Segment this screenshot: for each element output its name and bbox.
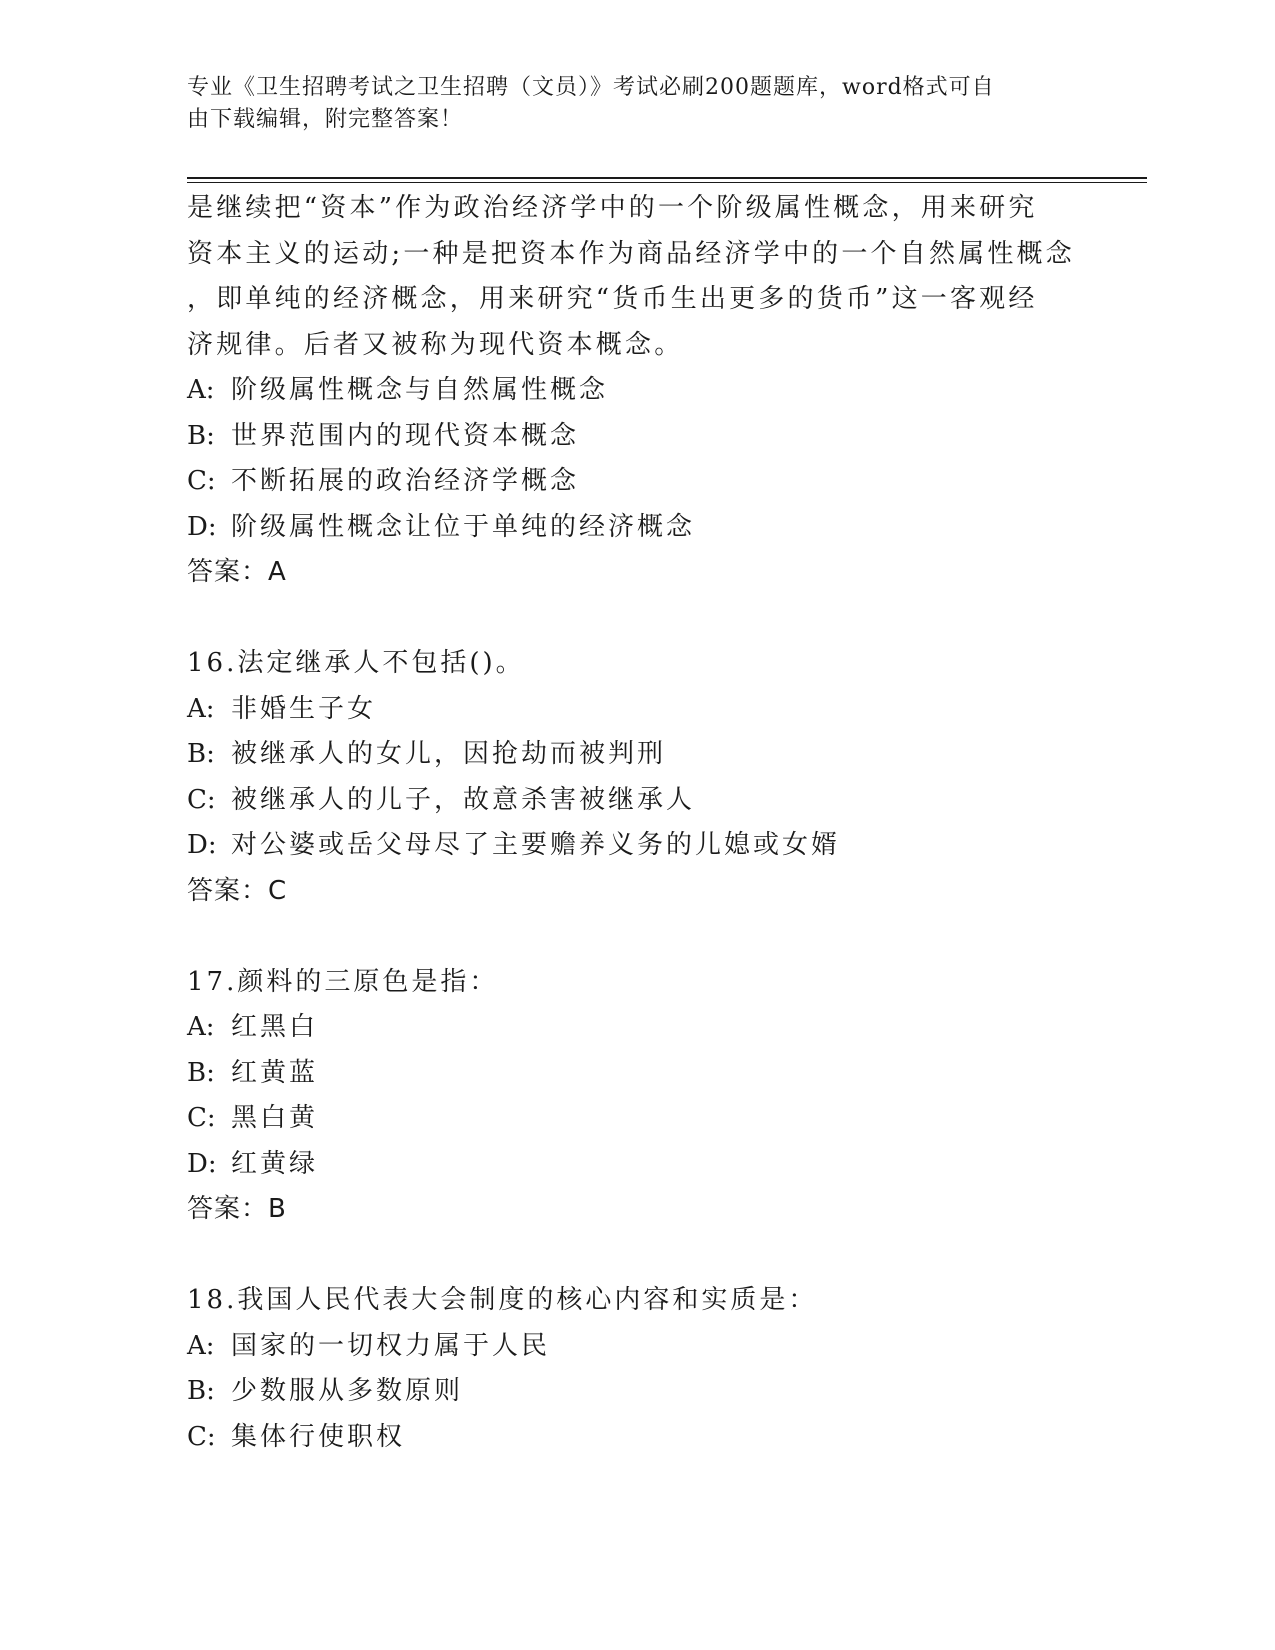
- option-letter: C:: [187, 466, 216, 496]
- option-letter: C:: [187, 784, 216, 815]
- option-a: [187, 1005, 1087, 1051]
- option-letter: D:: [187, 1148, 217, 1179]
- option-letter: B:: [187, 739, 215, 769]
- option-c: [187, 1415, 1087, 1461]
- option-text: 对公婆或岳父母尽了主要赡养义务的儿媳或女婿: [231, 830, 841, 860]
- option-c: [187, 1096, 1087, 1142]
- header-divider-thick: [187, 177, 1147, 179]
- option-text: 红黄绿: [231, 1148, 319, 1179]
- option-letter: C:: [187, 1421, 216, 1452]
- option-a: [187, 687, 1087, 733]
- question-15-answer: 答案：A: [187, 557, 287, 587]
- option-c: [187, 459, 1087, 505]
- option-letter: A:: [187, 375, 215, 405]
- option-text: 少数服从多数原则: [231, 1376, 464, 1406]
- option-b: [187, 732, 1087, 778]
- passage-line: ，即单纯的经济概念，用来研究“货币生出更多的货币”这一客观经: [187, 284, 1038, 314]
- option-text: 红黄蓝: [231, 1057, 319, 1088]
- option-text: 黑白黄: [231, 1103, 319, 1133]
- document-body: [187, 186, 1087, 1460]
- question-16: [187, 641, 1087, 914]
- option-letter: B:: [187, 1376, 215, 1406]
- option-b: [187, 1369, 1087, 1415]
- option-letter: A:: [187, 1330, 215, 1361]
- option-text: 国家的一切权力属于人民: [231, 1330, 551, 1361]
- option-text: 集体行使职权: [231, 1421, 406, 1452]
- spacer: [187, 596, 1087, 642]
- option-letter: D:: [187, 830, 217, 860]
- option-text: 被继承人的女儿，因抢劫而被判刑: [231, 739, 667, 769]
- option-d: [187, 823, 1087, 869]
- option-text: 阶级属性概念让位于单纯的经济概念: [231, 511, 696, 542]
- option-text: 非婚生子女: [231, 693, 377, 724]
- option-text: 被继承人的儿子，故意杀害被继承人: [231, 784, 696, 815]
- question-18: [187, 1278, 1087, 1460]
- option-letter: A:: [187, 693, 215, 724]
- question-15-options: [187, 368, 1087, 550]
- question-16-answer: 答案：C: [187, 875, 288, 906]
- option-letter: C:: [187, 1103, 216, 1133]
- option-a: [187, 1324, 1087, 1370]
- header-divider-thin: [187, 182, 1147, 183]
- passage-line: 资本主义的运动;一种是把资本作为商品经济学中的一个自然属性概念: [187, 238, 1075, 269]
- spacer: [187, 914, 1087, 960]
- option-d: [187, 1142, 1087, 1188]
- question-17-text: 17.颜料的三原色是指：: [187, 966, 499, 997]
- option-letter: B:: [187, 1057, 215, 1088]
- question-16-text: 16.法定继承人不包括()。: [187, 648, 525, 678]
- option-c: [187, 778, 1087, 824]
- option-a: [187, 368, 1087, 414]
- header-line-2: 由下载编辑，附完整答案！: [187, 107, 464, 132]
- question-15-passage: [187, 186, 1087, 368]
- option-text: 不断拓展的政治经济学概念: [231, 466, 580, 496]
- option-d: [187, 505, 1087, 551]
- option-text: 红黑白: [231, 1012, 319, 1042]
- passage-line: 是继续把“资本”作为政治经济学中的一个阶级属性概念，用来研究: [187, 193, 1038, 223]
- option-text: 阶级属性概念与自然属性概念: [231, 375, 609, 405]
- option-letter: D:: [187, 511, 217, 542]
- document-header: [187, 72, 1067, 136]
- option-text: 世界范围内的现代资本概念: [231, 420, 580, 451]
- option-b: [187, 1051, 1087, 1097]
- question-17: [187, 960, 1087, 1233]
- header-line-1: 专业《卫生招聘考试之卫生招聘（文员）》考试必刷200题题库，word格式可自: [187, 75, 995, 100]
- spacer: [187, 1233, 1087, 1279]
- option-b: [187, 414, 1087, 460]
- passage-line: 济规律。后者又被称为现代资本概念。: [187, 329, 684, 360]
- option-letter: A:: [187, 1012, 215, 1042]
- question-18-text: 18.我国人民代表大会制度的核心内容和实质是：: [187, 1285, 818, 1315]
- option-letter: B:: [187, 420, 215, 451]
- question-17-answer: 答案：B: [187, 1194, 287, 1224]
